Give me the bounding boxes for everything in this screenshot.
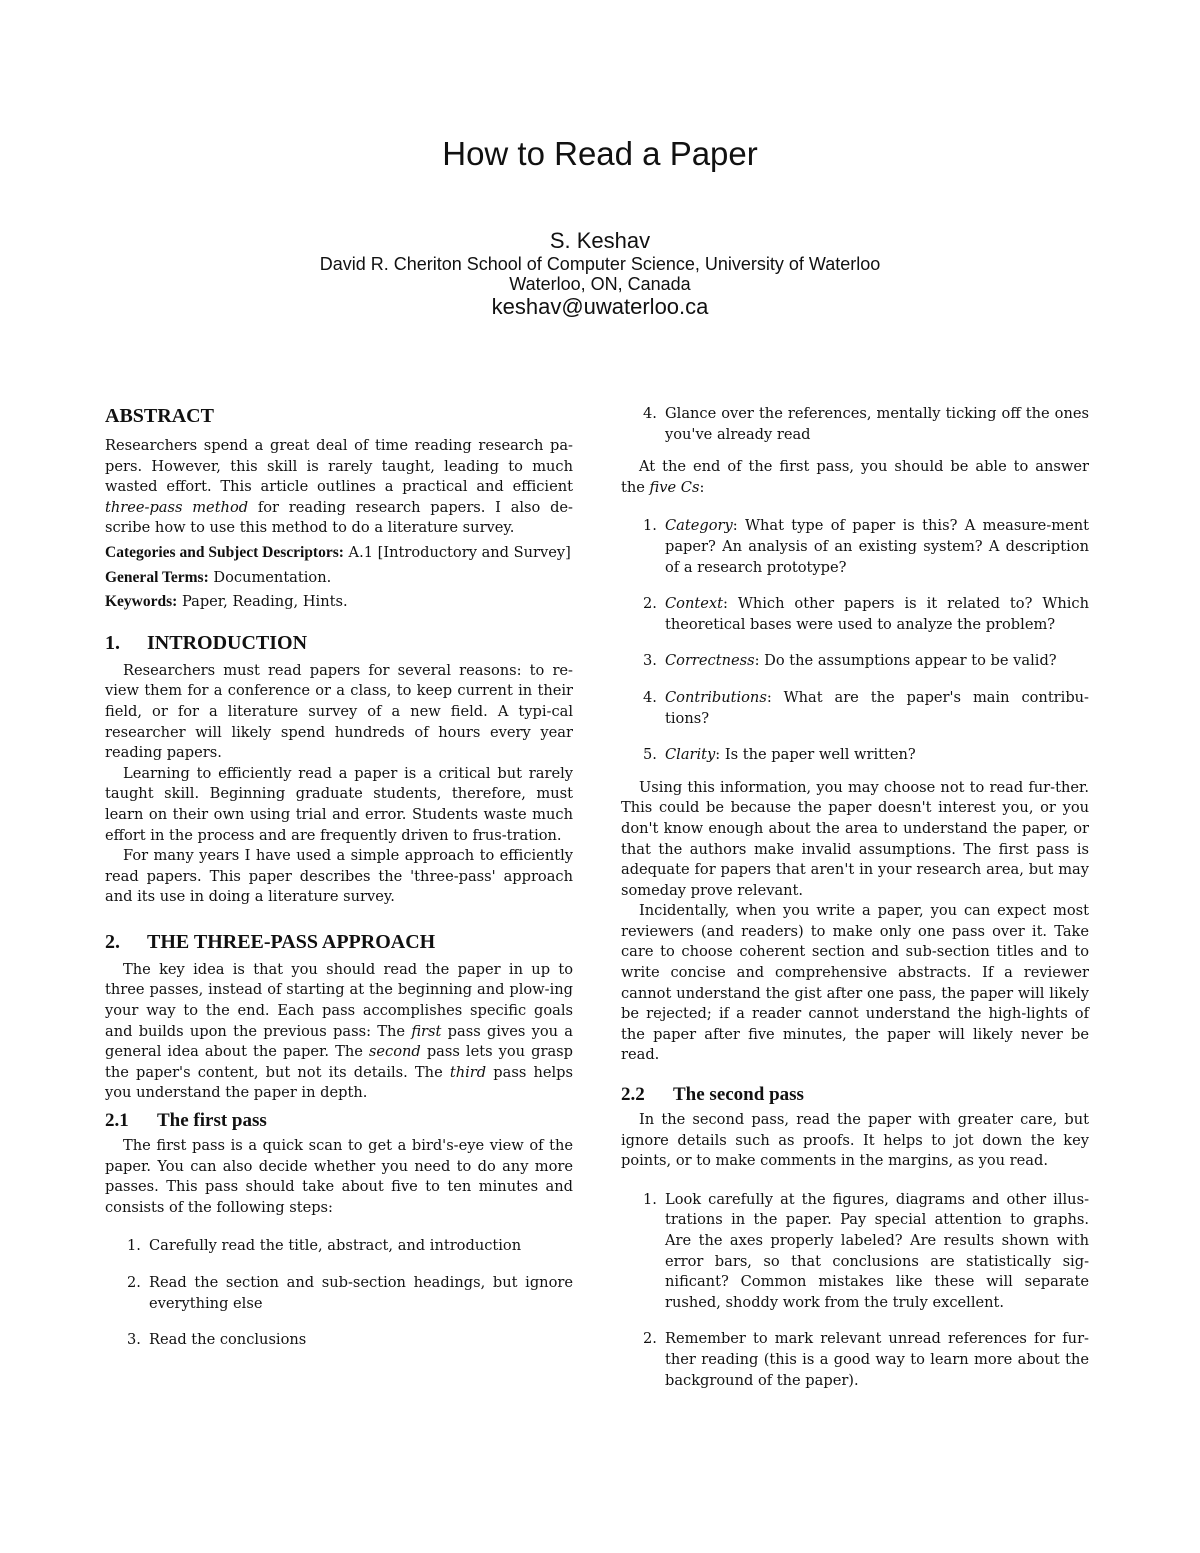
section-number: 1. [105,631,120,654]
list-number: 1. [127,1237,141,1255]
list-number: 5. [643,746,657,764]
first-pass-steps-list [105,1236,573,1350]
second-pass-steps-list [621,1190,1089,1391]
list-text: Glance over the references, mentally ticking off the ones you've already read [665,405,1089,443]
five-cs-intro-b: : [699,478,705,496]
author-affiliation: David R. Cheriton School of Computer Science, University of Waterloo [319,254,881,274]
right-column [621,404,1089,1407]
list-item [621,651,1089,672]
categories-line [105,543,573,564]
subsection-title: The second pass [673,1084,804,1106]
list-number: 4. [643,688,657,706]
list-item [621,1190,1089,1314]
list-item [621,688,1089,729]
list-item [621,745,1089,766]
list-item [105,1273,573,1314]
list-term: Context [665,595,723,613]
abstract-text-a: Researchers spend a great deal of time reading research pa-pers. However, this skill is rarely taught, leading to much wasted effort. This article outlines a practical and efficient [105,437,573,496]
categories-label: Categories and Subject Descriptors: [105,543,344,561]
paper-title: How to Read a Paper [442,135,758,172]
incidentally-paragraph: Incidentally, when you write a paper, you can expect most reviewers (and readers) to make only one pass over it. Take care to choose coherent section and sub-section titles and to write concise and comprehensive abstracts. If a reviewer cannot understand the gist after one pass, the paper will likely be rejected; if a reader cannot understand the high-lights of the paper after five minutes, the paper will likely never be read. [621,902,1089,1064]
list-text: Read the conclusions [149,1331,307,1349]
section-title: THE THREE-PASS APPROACH [147,930,436,953]
list-item [105,1330,573,1351]
list-number: 2. [127,1274,141,1291]
emphasis-third: third [449,1063,487,1081]
list-text: : What type of paper is this? A measure-ment paper? An analysis of an existing system? A description of a research prototype? [665,517,1089,576]
three-pass-paragraph [105,960,573,1104]
keywords-label: Keywords: [105,593,178,611]
list-number: 1. [643,517,657,535]
subsection-heading-second-pass [621,1084,1089,1106]
three-pass-text-c: pass lets you grasp the paper's content, but not its details. The [105,1043,573,1081]
first-pass-paragraph: The first pass is a quick scan to get a bird's-eye view of the paper. You can also decide whether you need to do any more passes. This pass should take about five to ten minutes and consists of the following steps: [105,1137,573,1216]
intro-paragraph-1: Researchers must read papers for several reasons: to re-view them for a conference or a class, to keep current in their field, or for a literature survey of a new field. A typi-cal researcher will likely spend hundreds of hours every year reading papers. [105,661,573,762]
three-pass-text-d: pass helps you understand the paper in depth. [105,1063,573,1102]
list-number: 1. [643,1190,657,1208]
list-text: : Is the paper well written? [715,746,916,764]
three-pass-text-b: pass gives you a general idea about the paper. The [105,1022,573,1061]
list-text: : Which other papers is it related to? Which theoretical bases were used to analyze the problem? [665,595,1089,633]
author-block [0,228,1200,320]
general-terms-label: General Terms: [105,568,209,586]
abstract-text [105,436,573,539]
first-pass-after-paragraph: Using this information, you may choose not to read fur-ther. This could be because the paper doesn't interest you, or you don't know enough about the area to understand the paper, or that the authors make invalid assumptions. The first pass is adequate for papers that aren't in your research area, but may someday prove relevant. [621,778,1089,899]
section-heading-introduction [105,631,573,655]
subsection-number: 2.1 [105,1110,129,1132]
list-term: Clarity [665,746,716,764]
intro-paragraph-3: For many years I have used a simple approach to efficiently read papers. This paper describes the 'three-pass' approach and its use in doing a literature survey. [105,847,573,906]
general-terms-line [105,568,573,589]
list-item [105,1236,573,1257]
list-item [621,404,1089,445]
list-text: : Do the assumptions appear to be valid? [754,652,1057,670]
five-cs-intro [621,457,1089,498]
five-cs-emphasis: five Cs [649,478,700,496]
first-pass-steps-list-continued [621,404,1089,445]
general-terms-value: Documentation. [208,568,332,586]
categories-value: A.1 [Introductory and Survey] [343,543,571,561]
list-term: Category [665,517,733,535]
list-number: 2. [643,595,657,613]
subsection-heading-first-pass [105,1110,573,1132]
intro-paragraph-2: Learning to efficiently read a paper is a critical but rarely taught skill. Beginning graduate students, therefore, must learn on their own using trial and error. Students waste much effort in the process and are frequently driven to frus-tration. [105,764,573,844]
list-item [621,594,1089,635]
section-number: 2. [105,930,120,953]
list-text: Carefully read the title, abstract, and introduction [149,1237,522,1255]
three-pass-text-a: The key idea is that you should read the paper in up to three passes, instead of starting at the beginning and plow-ing your way to the end. Each pass accomplishes specific goals and builds upon the previous pass: The [105,960,573,1040]
left-column [105,404,573,1367]
author-email: keshav@uwaterloo.ca [491,294,709,319]
list-term: Contributions [665,688,767,706]
emphasis-first: first [411,1022,442,1040]
list-text: : What are the paper's main contribu-tions? [665,688,1089,727]
list-number: 2. [643,1330,657,1348]
list-text: Remember to mark relevant unread references for fur-ther reading (this is a good way to learn more about the background of the paper). [665,1330,1089,1389]
five-cs-list [621,516,1089,765]
author-location: Waterloo, ON, Canada [509,274,691,294]
list-text: Look carefully at the figures, diagrams and other illus-trations in the paper. Pay special attention to graphs. Are the axes properly labeled? Are results shown with error bars, so that conclusions are statistically sig-nificant? Common mistakes like these will separate rushed, shoddy work from the truly excellent. [665,1190,1089,1311]
list-item [621,516,1089,578]
list-number: 3. [127,1331,141,1349]
list-term: Correctness [665,652,755,670]
keywords-value: Paper, Reading, Hints. [177,593,348,611]
subsection-title: The first pass [157,1110,267,1132]
list-text: Read the section and sub-section headings, but ignore everything else [149,1274,573,1312]
section-title: INTRODUCTION [147,631,308,654]
abstract-text-b: for reading research papers. I also de-scribe how to use this method to do a literature survey. [105,498,573,537]
emphasis-second: second [368,1043,421,1061]
list-number: 3. [643,652,657,670]
abstract-emphasis: three-pass method [105,498,249,516]
five-cs-intro-a: At the end of the first pass, you should be able to answer the [621,458,1089,496]
keywords-line [105,592,573,613]
section-heading-three-pass [105,930,573,954]
second-pass-paragraph: In the second pass, read the paper with greater care, but ignore details such as proofs. It helps to jot down the key points, or to make comments in the margins, as you read. [621,1111,1089,1170]
subsection-number: 2.2 [621,1084,645,1106]
list-number: 4. [643,405,657,422]
author-name: S. Keshav [549,228,651,253]
list-item [621,1329,1089,1391]
abstract-heading: ABSTRACT [105,405,214,427]
